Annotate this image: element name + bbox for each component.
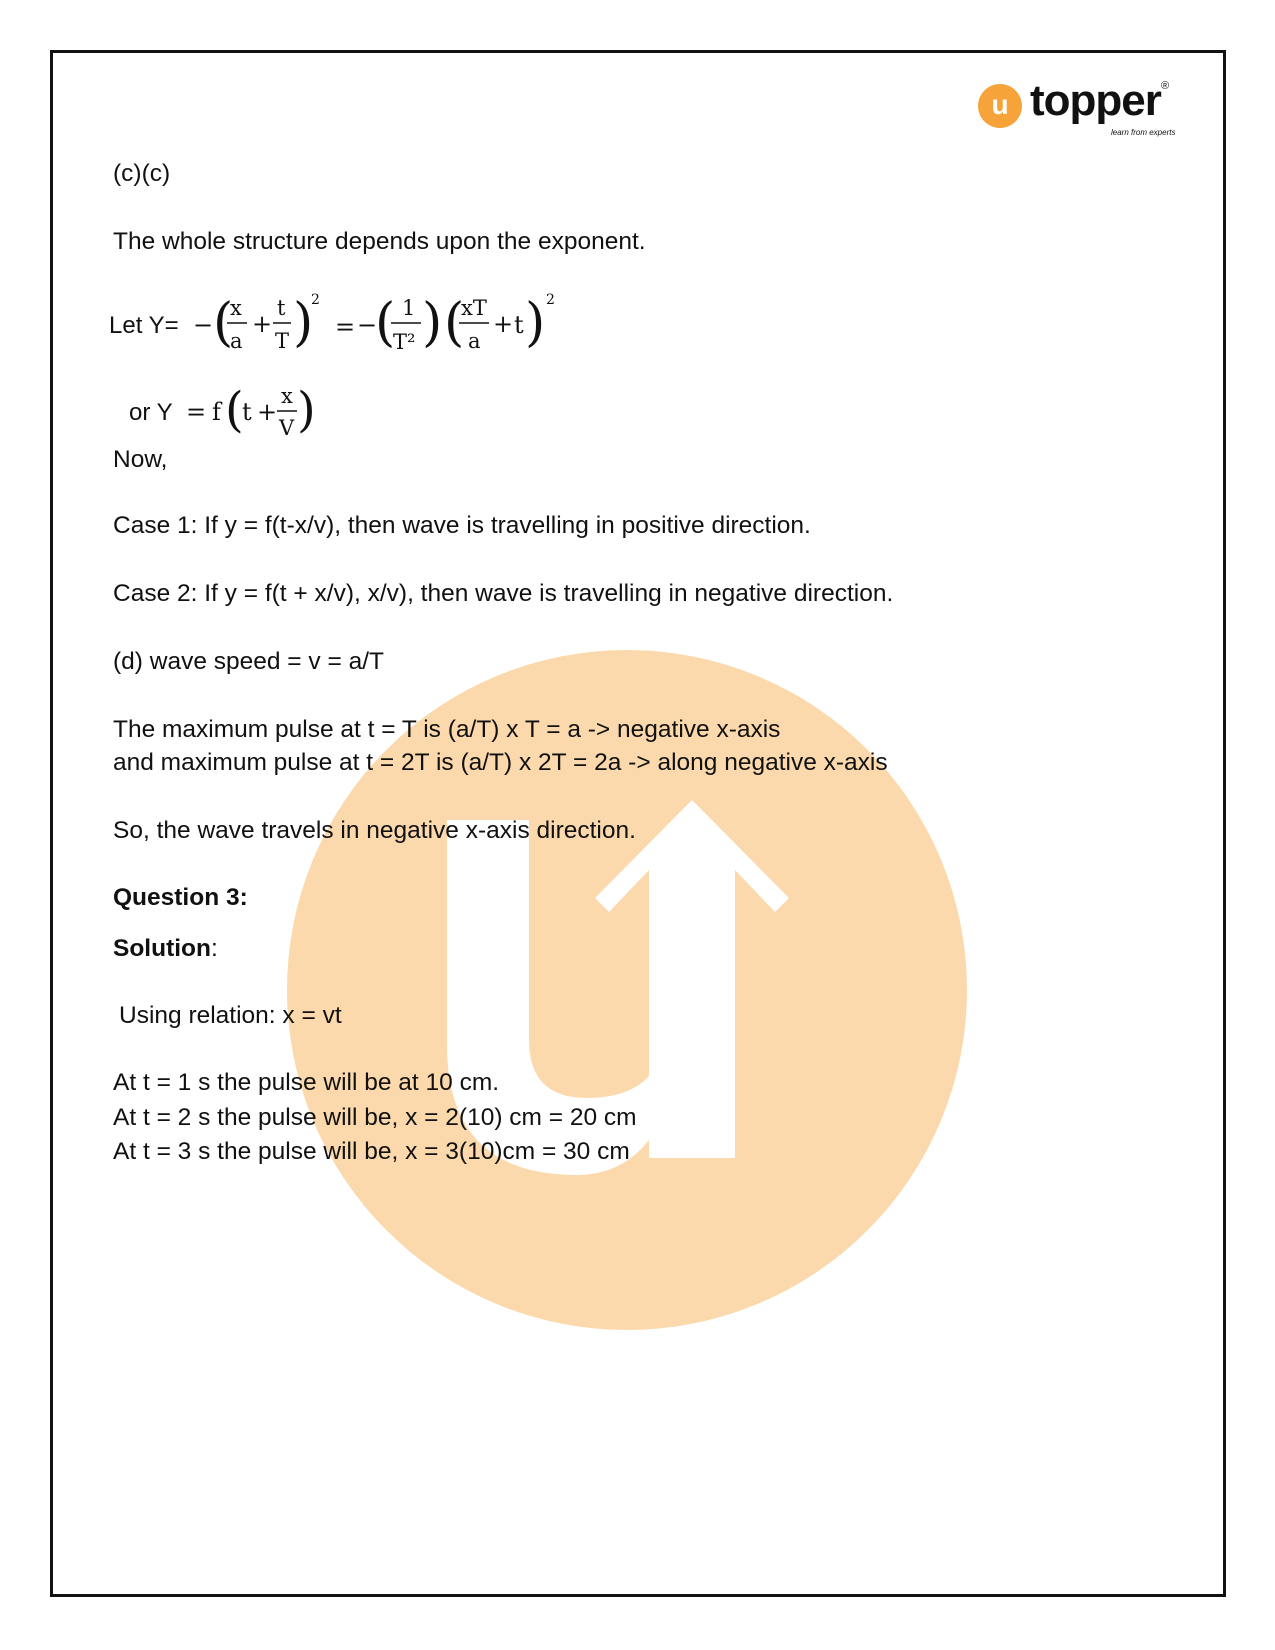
eq1-t-term: t (514, 311, 524, 339)
eq1-frac2-den: T (275, 329, 290, 353)
logo-tagline: learn from experts (1111, 128, 1176, 137)
text-max-pulse-1: The maximum pulse at t = T is (a/T) x T = a -> negative x-axis (113, 716, 781, 743)
eq2-equals: = (186, 398, 207, 426)
eq1-exp: 2 (311, 292, 320, 308)
text-now: Now, (113, 446, 168, 473)
text-pulse-t3: At t = 3 s the pulse will be, x = 3(10)cm = 30 cm (113, 1138, 630, 1165)
eq1-frac3-den: T² (393, 330, 416, 354)
part-label: (c)(c) (113, 160, 171, 187)
logo-name: topper (1030, 76, 1161, 125)
solution-colon: : (210, 935, 218, 962)
eq2-frac-num: x (281, 384, 293, 408)
eq1-paren-open: ( (213, 293, 234, 353)
registered-mark: ® (1161, 80, 1170, 92)
eq1-paren-close: ) (293, 293, 314, 353)
text-case-1: Case 1: If y = f(t-x/v), then wave is travelling in positive direction. (113, 512, 811, 539)
equation-1 (109, 290, 589, 365)
text-pulse-t2: At t = 2 s the pulse will be, x = 2(10) cm = 20 cm (113, 1104, 637, 1131)
text-max-pulse-2: and maximum pulse at t = 2T is (a/T) x 2T = 2a -> along negative x-axis (113, 749, 888, 776)
eq1-frac4-den: a (468, 329, 481, 353)
eq1-equals: = (335, 313, 356, 341)
text-relation: Using relation: x = vt (119, 1002, 342, 1029)
eq2-prefix: or Y (129, 399, 173, 426)
eq1-minus: − (193, 311, 214, 339)
text-wave-speed: (d) wave speed = v = a/T (113, 648, 384, 675)
eq2-paren-close: ) (297, 382, 316, 438)
eq1-paren3-open: ( (375, 293, 396, 353)
equation-2 (129, 378, 369, 453)
topper-logo (978, 76, 1178, 142)
eq1-frac3-num: 1 (402, 296, 416, 320)
eq1-frac4-num: xT (461, 296, 487, 320)
eq1-plus2: + (493, 310, 514, 338)
eq1-frac1-den: a (230, 329, 243, 353)
solution-heading (113, 932, 218, 966)
text-structure: The whole structure depends upon the exponent. (113, 228, 646, 255)
eq1-frac2-num: t (277, 296, 286, 320)
eq1-minus2: − (357, 311, 378, 339)
eq1-exp2: 2 (546, 292, 555, 308)
solution-label: Solution (113, 935, 211, 962)
text-case-2: Case 2: If y = f(t + x/v), x/v), then wave is travelling in negative direction. (113, 580, 894, 607)
eq2-paren-open: ( (225, 382, 244, 438)
eq1-paren4-open: ( (444, 293, 465, 353)
eq2-t-term: t (242, 398, 252, 426)
eq1-paren3-close: ) (422, 293, 443, 353)
eq2-frac-den: V (279, 416, 295, 440)
eq1-prefix: Let Y= (109, 312, 179, 339)
question-heading: Question 3: (113, 884, 248, 911)
text-pulse-t1: At t = 1 s the pulse will be at 10 cm. (113, 1069, 500, 1096)
eq1-plus: + (252, 310, 273, 338)
logo-mark: u (978, 84, 1022, 128)
eq1-paren4-close: ) (525, 293, 546, 353)
eq1-frac1-num: x (230, 296, 242, 320)
eq2-plus: + (257, 398, 278, 426)
text-conclusion: So, the wave travels in negative x-axis direction. (113, 817, 636, 844)
eq2-f: f (212, 398, 221, 426)
